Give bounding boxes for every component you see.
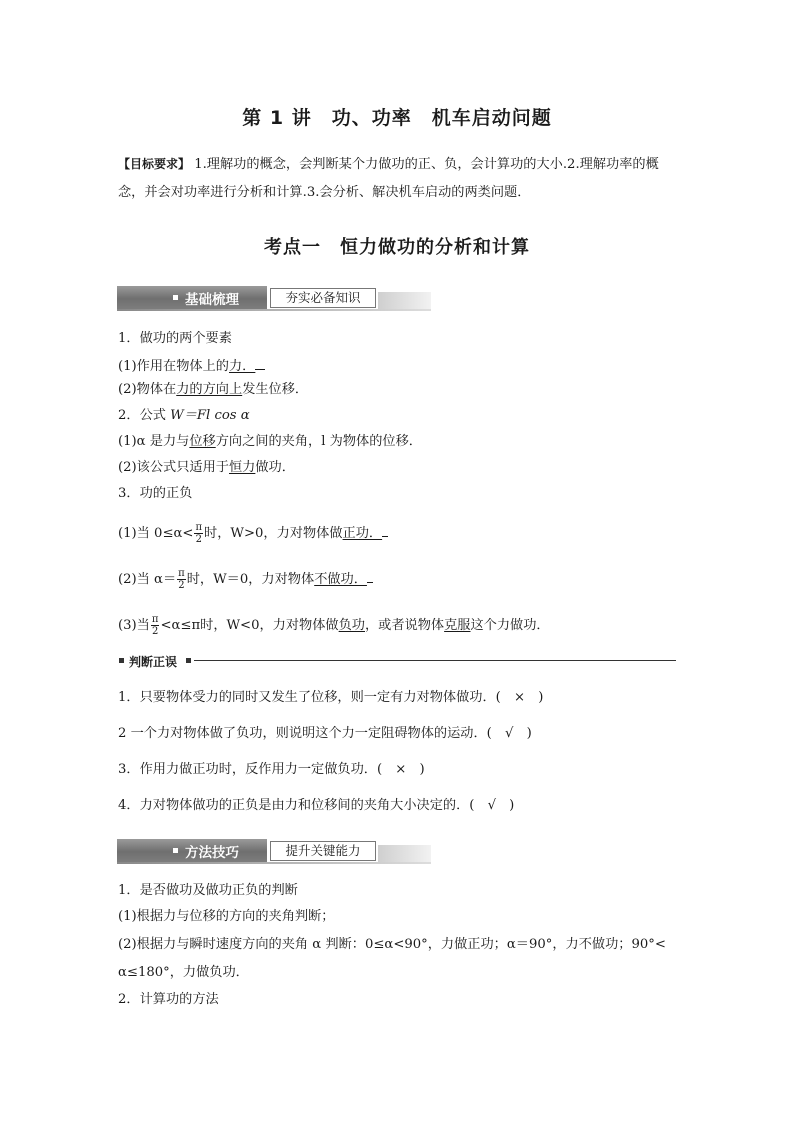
text: 2．公式 bbox=[118, 408, 171, 423]
blank-tail bbox=[255, 355, 265, 370]
method-line-1: (1)根据力与位移的方向的夹角判断； bbox=[118, 909, 335, 924]
judge-item-3: 3．作用力做正功时，反作用力一定做负功．( × ) bbox=[118, 762, 425, 777]
basics-line-3a bbox=[118, 522, 388, 545]
blank-answer: 力． bbox=[229, 359, 256, 374]
basics-heading-2 bbox=[118, 407, 250, 425]
method-line-2a: (2)根据力与瞬时速度方向的夹角 α 判断：0≤α<90°，力做正功；α＝90°，力不做功；90°< bbox=[118, 937, 666, 952]
text: (1)α 是力与 bbox=[118, 434, 190, 449]
denominator: 2 bbox=[178, 580, 185, 591]
basics-line-1a bbox=[118, 355, 265, 376]
text: 方向之间的夹角，l 为物体的位移． bbox=[215, 434, 422, 449]
banner-underline bbox=[117, 309, 431, 311]
judge-heading bbox=[118, 653, 678, 669]
blank-answer: 不做功． bbox=[314, 572, 367, 587]
blank-answer: 位移 bbox=[189, 434, 216, 449]
method-heading-2: 2．计算功的方法 bbox=[118, 992, 219, 1007]
judge-item-2: 2 一个力对物体做了负功，则说明这个力一定阻碍物体的运动．( √ ) bbox=[118, 726, 532, 741]
banner-methods bbox=[117, 839, 431, 862]
text: (2)该公式只适用于 bbox=[118, 460, 229, 475]
judge-label: 判断正误 bbox=[129, 655, 178, 669]
numerator: π bbox=[195, 522, 203, 533]
lecture-title: 第 1 讲 功、功率 机车启动问题 bbox=[242, 107, 552, 129]
text: (2)当 α＝ bbox=[118, 572, 177, 587]
text: (1)当 0≤α< bbox=[118, 526, 194, 541]
square-bullet-icon bbox=[173, 848, 178, 853]
blank-answer: 负功 bbox=[338, 618, 365, 633]
basics-heading-3: 3．功的正负 bbox=[118, 486, 193, 501]
banner-basics bbox=[117, 286, 431, 309]
blank-answer: 克服 bbox=[444, 618, 471, 633]
square-bullet-icon bbox=[119, 658, 124, 663]
fraction-pi-over-2 bbox=[151, 614, 160, 637]
blank-tail bbox=[367, 568, 373, 583]
method-heading-1: 1．是否做功及做功正负的判断 bbox=[118, 883, 298, 898]
banner-fade bbox=[378, 845, 431, 862]
blank-answer: 恒力 bbox=[229, 460, 256, 475]
text: 时，W>0，力对物体做 bbox=[204, 526, 343, 541]
denominator: 2 bbox=[195, 534, 202, 545]
blank-tail bbox=[382, 522, 388, 537]
work-formula: W＝Fl cos α bbox=[170, 408, 250, 423]
section-title: 考点一 恒力做功的分析和计算 bbox=[264, 237, 530, 258]
text: ，或者说物体 bbox=[365, 618, 445, 633]
banner-label: 方法技巧 bbox=[185, 845, 239, 861]
judge-item-1: 1．只要物体受力的同时又发生了位移，则一定有力对物体做功．( × ) bbox=[118, 690, 544, 705]
banner-label: 基础梳理 bbox=[185, 292, 239, 308]
text: (1)作用在物体上的 bbox=[118, 359, 229, 374]
text: (2)物体在 bbox=[118, 382, 177, 397]
banner-dark-block bbox=[117, 839, 267, 862]
text: <α≤π时，W<0，力对物体做 bbox=[160, 618, 339, 633]
banner-tag: 夯实必备知识 bbox=[270, 288, 376, 308]
square-bullet-icon bbox=[173, 295, 178, 300]
basics-line-3b bbox=[118, 568, 373, 591]
fraction-pi-over-2 bbox=[194, 522, 203, 545]
denominator: 2 bbox=[151, 626, 159, 637]
goal-tag: 【目标要求】 bbox=[118, 157, 191, 171]
basics-line-3c bbox=[118, 614, 550, 637]
banner-dark-block bbox=[117, 286, 267, 309]
square-bullet-icon bbox=[186, 658, 191, 663]
banner-underline bbox=[117, 862, 431, 864]
text: 发生位移． bbox=[242, 382, 309, 397]
blank-answer: 力的方向上 bbox=[176, 382, 243, 397]
basics-line-1b bbox=[118, 381, 308, 399]
text: (3)当 bbox=[118, 618, 150, 633]
divider bbox=[194, 660, 676, 661]
learning-goals bbox=[118, 150, 683, 207]
text: 时，W＝0，力对物体 bbox=[186, 572, 315, 587]
text: 做功． bbox=[255, 460, 295, 475]
basics-heading-1: 1．做功的两个要素 bbox=[118, 331, 232, 346]
judge-item-4: 4．力对物体做功的正负是由力和位移间的夹角大小决定的．( √ ) bbox=[118, 798, 515, 813]
goal-text: 1.理解功的概念，会判断某个力做功的正、负，会计算功的大小.2.理解功率的概念，并会对功率进行分析和计算.3.会分析、解决机车启动的两类问题． bbox=[118, 157, 659, 200]
banner-fade bbox=[378, 292, 431, 309]
numerator: π bbox=[151, 614, 159, 625]
banner-tag: 提升关键能力 bbox=[270, 841, 376, 861]
blank-answer: 正功． bbox=[342, 526, 383, 541]
basics-line-2a bbox=[118, 433, 422, 451]
numerator: π bbox=[178, 568, 185, 579]
basics-line-2b bbox=[118, 459, 295, 477]
fraction-pi-over-2 bbox=[177, 568, 186, 591]
text: 这个力做功． bbox=[470, 618, 550, 633]
method-line-2b: α≤180°，力做负功． bbox=[118, 965, 249, 980]
